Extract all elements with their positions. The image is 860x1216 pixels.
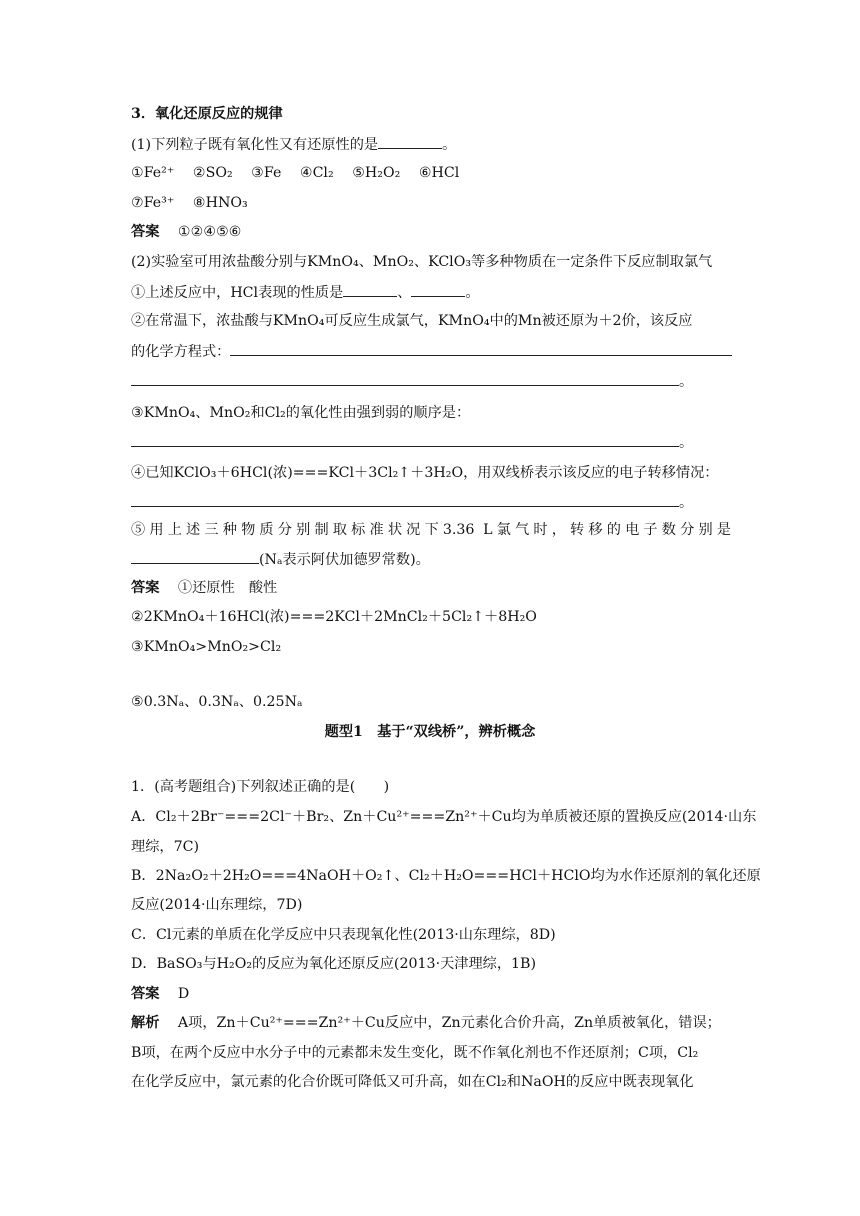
option-b-line2: 反应(2014·山东理综，7D) bbox=[131, 897, 303, 913]
blank-2 bbox=[411, 282, 465, 297]
option-4: ④Cl₂ bbox=[299, 165, 334, 181]
bridge-blank bbox=[131, 492, 679, 507]
q1-prompt bbox=[131, 134, 456, 155]
section-heading: 3．氧化还原反应的规律 bbox=[131, 106, 283, 122]
q2-sub5-line1: ⑤用上述三种物质分别制取标准状况下3.36 L氯气时，转移的电子数分别是 bbox=[131, 522, 731, 538]
q2-sub5-line2 bbox=[131, 549, 430, 570]
option-5: ⑤H₂O₂ bbox=[352, 165, 401, 181]
q2-answer-1 bbox=[131, 578, 277, 598]
option-6: ⑥HCl bbox=[418, 165, 460, 181]
period: 。 bbox=[679, 374, 694, 390]
q2-sub4-line bbox=[131, 492, 693, 513]
q1-answer-blank bbox=[378, 134, 442, 149]
analysis-line2: B项，在两个反应中水分子中的元素都未发生变化，既不作氧化剂也不作还原剂；C项，Cl₂ bbox=[131, 1045, 699, 1061]
q1-prompt-end: 。 bbox=[442, 137, 457, 153]
type-title: 题型1 基于“双线桥”，辨析概念 bbox=[324, 724, 536, 740]
q2-sub2-line2 bbox=[131, 341, 732, 362]
period: 。 bbox=[679, 435, 694, 451]
q2-sub5-note: (Nₐ表示阿伏加德罗常数)。 bbox=[259, 552, 430, 568]
problem1-stem: 1．(高考题组合)下列叙述正确的是( ) bbox=[131, 779, 390, 795]
analysis-text: A项，Zn＋Cu²⁺===Zn²⁺＋Cu反应中，Zn元素化合价升高，Zn单质被氧化，错误； bbox=[177, 1015, 721, 1031]
q2-sub4: ④已知KClO₃＋6HCl(浓)===KCl＋3Cl₂↑＋3H₂O，用双线桥表示该反应的电子转移情况： bbox=[131, 465, 719, 481]
blank-1 bbox=[343, 282, 397, 297]
q2-sub2-label: 的化学方程式： bbox=[131, 344, 231, 360]
analysis-label: 解析 bbox=[131, 1015, 160, 1031]
equation-blank-1 bbox=[230, 341, 732, 356]
q2-answer-2: ②2KMnO₄＋16HCl(浓)===2KCl＋2MnCl₂＋5Cl₂↑＋8H₂O bbox=[131, 609, 537, 625]
order-blank bbox=[131, 432, 679, 447]
q2-intro: (2)实验室可用浓盐酸分别与KMnO₄、MnO₂、KClO₃等多种物质在一定条件下反应制取氯气 bbox=[131, 254, 713, 270]
q2-sub3-line bbox=[131, 432, 693, 453]
option-1: ①Fe²⁺ bbox=[131, 165, 175, 181]
q1-options-row2 bbox=[131, 193, 248, 213]
q2-sub1 bbox=[131, 282, 480, 303]
equation-blank-2 bbox=[131, 371, 679, 386]
answer-label: 答案 bbox=[131, 580, 160, 596]
answer-label: 答案 bbox=[131, 986, 160, 1002]
q1-answer bbox=[131, 222, 242, 242]
option-c: C．Cl元素的单质在化学反应中只表现氧化性(2013·山东理综，8D) bbox=[131, 927, 556, 943]
option-d: D．BaSO₃与H₂O₂的反应为氧化还原反应(2013·天津理综，1B) bbox=[131, 956, 537, 972]
q1-prompt-text: (1)下列粒子既有氧化性又有还原性的是 bbox=[131, 137, 379, 153]
q2-answer-5: ⑤0.3Nₐ、0.3Nₐ、0.25Nₐ bbox=[131, 694, 303, 710]
q2-sub1-text: ①上述反应中，HCl表现的性质是 bbox=[131, 285, 344, 301]
option-a-line1: A．Cl₂＋2Br⁻===2Cl⁻＋Br₂、Zn＋Cu²⁺===Zn²⁺＋Cu均为单质被还原的置换反应(2014·山东 bbox=[131, 809, 757, 825]
q2-answer-3: ③KMnO₄>MnO₂>Cl₂ bbox=[131, 639, 282, 655]
option-3: ③Fe bbox=[251, 165, 282, 181]
q2-sub2-line3 bbox=[131, 371, 693, 392]
option-7: ⑦Fe³⁺ bbox=[131, 195, 175, 211]
option-8: ⑧HNO₃ bbox=[192, 195, 248, 211]
q2-sub1-end: 。 bbox=[465, 285, 480, 301]
q2-sub2-line1: ②在常温下，浓盐酸与KMnO₄可反应生成氯气，KMnO₄中的Mn被还原为＋2价，该反应 bbox=[131, 313, 693, 329]
q1-options-row1 bbox=[131, 163, 459, 183]
period: 。 bbox=[679, 495, 694, 511]
answer-text: D bbox=[177, 986, 190, 1002]
electron-blank bbox=[131, 549, 259, 564]
analysis-line1 bbox=[131, 1013, 721, 1033]
option-a-line2: 理综，7C) bbox=[131, 839, 199, 855]
q2-sub1-sep: 、 bbox=[397, 285, 412, 301]
problem1-answer bbox=[131, 984, 189, 1004]
option-2: ②SO₂ bbox=[192, 165, 233, 181]
option-b-line1: B．2Na₂O₂＋2H₂O===4NaOH＋O₂↑、Cl₂＋H₂O===HCl＋HClO均为水作还原剂的氧化还原 bbox=[131, 868, 761, 884]
answer-label: 答案 bbox=[131, 224, 160, 240]
q2-sub3: ③KMnO₄、MnO₂和Cl₂的氧化性由强到弱的顺序是： bbox=[131, 405, 471, 421]
answer-text: ①②④⑤⑥ bbox=[177, 224, 242, 240]
analysis-line3: 在化学反应中，氯元素的化合价既可降低又可升高，如在Cl₂和NaOH的反应中既表现氧化 bbox=[131, 1074, 694, 1090]
answer-text: ①还原性 酸性 bbox=[177, 580, 278, 596]
